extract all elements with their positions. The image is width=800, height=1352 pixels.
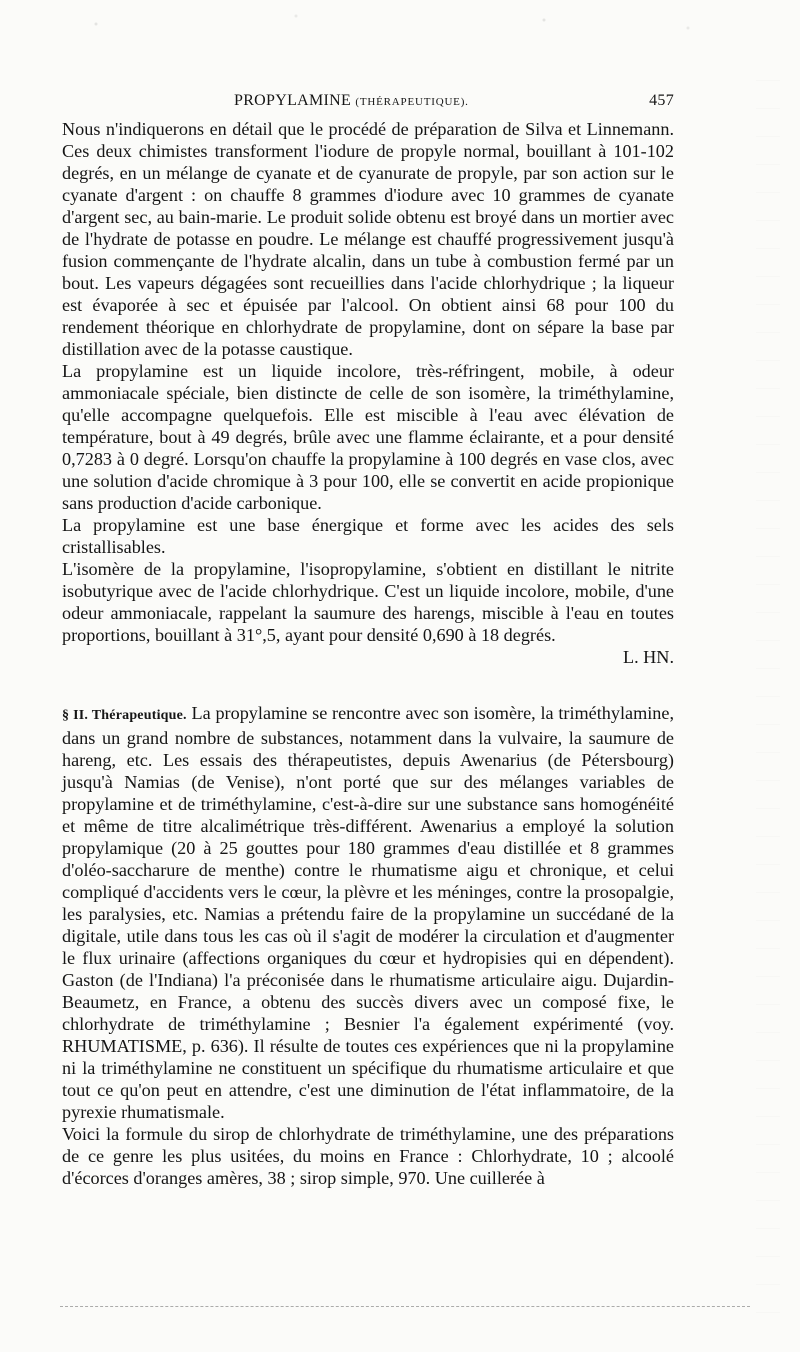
page-header: [62, 92, 674, 110]
section-paragraph-2: Voici la formule du sirop de chlorhydrate de triméthylamine, une des préparations de ce genre les plus usitées, du moins en France : Chlorhydrate, 10 ; alcoolé d'écorces d'oranges amères, 38 ; sirop simple, 970. Une cuillerée à: [62, 1124, 674, 1188]
page-title: [234, 92, 469, 110]
section-paragraph-1: [62, 702, 674, 1123]
paragraph-3: La propylamine est une base énergique et forme avec les acides des sels cristallisables.: [62, 515, 674, 557]
paragraph-2: La propylamine est un liquide incolore, très-réfringent, mobile, à odeur ammoniacale spéciale, bien distincte de celle de son isomère, la triméthylamine, qu'elle accompagne quelquefois. Elle est miscible à l'eau avec élévation de température, bout à 49 degrés, brûle avec une flamme éclairante, et a pour densité 0,7283 à 0 degré. Lorsqu'on chauffe la propylamine à 100 degrés en vase clos, avec une solution d'acide chromique à 3 pour 100, elle se convertit en acide propionique sans production d'acide carbonique.: [62, 361, 674, 513]
right-scan-margin: [756, 80, 780, 1320]
page-title-subtitle: (THÉRAPEUTIQUE).: [355, 96, 469, 108]
author-signature-row: [62, 646, 674, 668]
top-scan-noise: [0, 0, 800, 80]
author-signature: L. HN.: [622, 647, 674, 667]
page-title-main: PROPYLAMINE: [234, 92, 352, 109]
paragraph-1: Nous n'indiquerons en détail que le procédé de préparation de Silva et Linnemann. Ces deux chimistes transforment l'iodure de propyle normal, bouillant à 101-102 degrés, en un mélange de cyanate et de cyanurate de propyle, par son action sur le cyanate d'argent : on chauffe 8 grammes d'iodure avec 10 grammes de cyanate d'argent sec, au bain-marie. Le produit solide obtenu est broyé dans un mortier avec de l'hydrate de potasse en poudre. Le mélange est chauffé progressivement jusqu'à fusion commençante de l'hydrate alcalin, dans un tube à combustion fermé par un bout. Les vapeurs dégagées sont recueillies dans l'acide chlorhydrique ; la liqueur est évaporée à sec et épuisée par l'alcool. On obtient ainsi 68 pour 100 du rendement théorique en chlorhydrate de propylamine, dont on sépare la base par distillation avec de la potasse caustique.: [62, 119, 674, 359]
section-label: § II. Thérapeutique.: [62, 708, 187, 723]
paragraph-4: L'isomère de la propylamine, l'isopropylamine, s'obtient en distillant le nitrite isobutyrique avec de l'acide chlorhydrique. C'est un liquide incolore, mobile, d'une odeur ammoniacale, rappelant la saumure des harengs, miscible à l'eau en toutes proportions, bouillant à 31°,5, ayant pour densité 0,690 à 18 degrés.: [62, 559, 674, 645]
book-page: [62, 92, 674, 1189]
section-text-1: La propylamine se rencontre avec son isomère, la triméthylamine, dans un grand nombre de substances, notamment dans la vulvaire, la saumure de hareng, etc. Les essais des thérapeutistes, depuis Awenarius (de Pétersbourg) jusqu'à Namias (de Venise), n'ont porté que sur des mélanges variables de propylamine et de triméthylamine, c'est-à-dire sur une substance sans homogénéité et même de titre alcalimétrique très-différent. Awenarius a employé la solution propylamique (20 à 25 gouttes pour 180 grammes d'eau distillée et 8 grammes d'oléo-saccharure de menthe) contre le rhumatisme aigu et chronique, et celui compliqué d'accidents vers le cœur, la plèvre et les méninges, contre la prosopalgie, les paralysies, etc. Namias a prétendu faire de la propylamine un succédané de la digitale, utile dans tous les cas où il s'agit de modérer la circulation et d'augmenter le flux urinaire (affections organiques du cœur et hydropisies qui en dépendent). Gaston (de l'Indiana) l'a préconisée dans le rhumatisme articulaire aigu. Dujardin-Beaumetz, en France, a obtenu des succès divers avec un composé fixe, le chlorhydrate de triméthylamine ; Besnier l'a également expérimenté (voy. RHUMATISME, p. 636). Il résulte de toutes ces expériences que ni la propylamine ni la triméthylamine ne constituent un spécifique du rhumatisme articulaire et que tout ce qu'on peut en attendre, c'est une diminution de l'état inflammatoire, de la pyrexie rhumatismale.: [62, 703, 674, 1122]
page-number: 457: [649, 92, 674, 109]
bottom-scan-noise: [60, 1306, 750, 1308]
main-text: [62, 118, 674, 1189]
